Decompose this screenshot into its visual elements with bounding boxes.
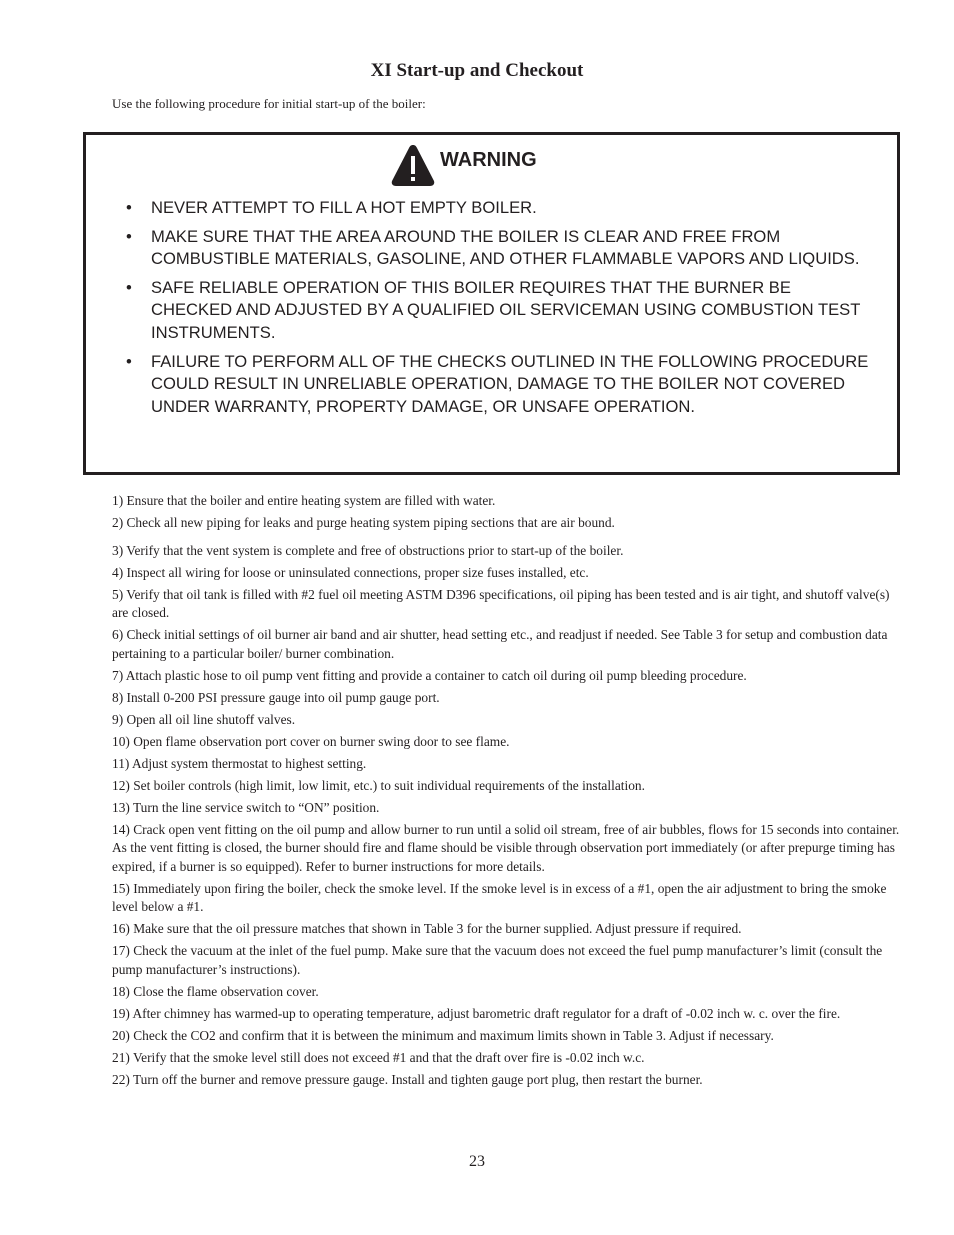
- procedure-step: 3) Verify that the vent system is complete and free of obstructions prior to start-up of the boiler.: [112, 542, 624, 558]
- intro-text: Use the following procedure for initial start-up of the boiler:: [112, 96, 426, 111]
- procedure-step: 12) Set boiler controls (high limit, low limit, etc.) to suit individual requirements of the installation.: [112, 777, 645, 793]
- procedure-step: 11) Adjust system thermostat to highest setting.: [112, 755, 367, 771]
- warning-triangle-icon: [391, 144, 435, 186]
- procedure-step: 16) Make sure that the oil pressure matches that shown in Table 3 for the burner supplied. Adjust pressure if required.: [112, 921, 742, 936]
- bullet: •: [126, 226, 132, 246]
- warning-item: [126, 197, 871, 220]
- procedure-step: 10) Open flame observation port cover on burner swing door to see flame.: [112, 733, 510, 749]
- procedure-step: 8) Install 0-200 PSI pressure gauge into oil pump gauge port.: [112, 689, 440, 705]
- warning-item-text: NEVER ATTEMPT TO FILL A HOT EMPTY BOILER.: [151, 198, 537, 217]
- procedure-step: 17) Check the vacuum at the inlet of the fuel pump. Make sure that the vacuum does not exceed the fuel pump manufacturer’s limit (consult the pump manufacturer’s instructions).: [112, 943, 883, 977]
- procedure-step: 7) Attach plastic hose to oil pump vent fitting and provide a container to catch oil during oil pump bleeding procedure.: [112, 667, 747, 683]
- warning-header: [391, 143, 537, 187]
- procedure-step: 20) Check the CO2 and confirm that it is between the minimum and maximum limits shown in Table 3. Adjust if necessary.: [112, 1027, 774, 1043]
- procedure-step: 1) Ensure that the boiler and entire heating system are filled with water.: [112, 493, 496, 508]
- procedure-step: 5) Verify that oil tank is filled with #2 fuel oil meeting ASTM D396 specifications, oil piping has been tested and is air tight, and shutoff valve(s) are closed.: [112, 586, 890, 620]
- warning-item: [126, 277, 871, 345]
- procedure-step: 18) Close the flame observation cover.: [112, 983, 319, 999]
- warning-item: [126, 226, 871, 271]
- procedure-step: 4) Inspect all wiring for loose or uninsulated connections, proper size fuses installed, etc.: [112, 564, 589, 580]
- warning-box: [83, 132, 900, 475]
- procedure-step: 2) Check all new piping for leaks and purge heating system piping sections that are air bound.: [112, 515, 615, 530]
- procedure-step: 21) Verify that the smoke level still does not exceed #1 and that the draft over fire is -0.02 inch w.c.: [112, 1049, 645, 1065]
- procedure-step: 9) Open all oil line shutoff valves.: [112, 711, 296, 727]
- warning-item-text: SAFE RELIABLE OPERATION OF THIS BOILER REQUIRES THAT THE BURNER BE CHECKED AND ADJUSTED BY A QUALIFIED OIL SERVICEMAN USING COMBUSTION TEST INSTRUMENTS.: [151, 277, 861, 342]
- procedure-step: 6) Check initial settings of oil burner air band and air shutter, head setting etc., and readjust if needed. See Table 3 for setup and combustion data pertaining to a particular boiler/ burner combination.: [112, 627, 888, 661]
- procedure-step: 22) Turn off the burner and remove pressure gauge. Install and tighten gauge port plug, then restart the burner.: [112, 1071, 703, 1087]
- warning-item-text: FAILURE TO PERFORM ALL OF THE CHECKS OUTLINED IN THE FOLLOWING PROCEDURE COULD RESULT IN UNRELIABLE OPERATION, DAMAGE TO THE BOILER NOT COVERED UNDER WARRANTY, PROPERTY DAMAGE, OR UNSAFE OPERATION.: [151, 351, 869, 416]
- procedure-step: 19) After chimney has warmed-up to operating temperature, adjust barometric draft regulator for a draft of -0.02 inch w. c. over the fire.: [112, 1005, 841, 1021]
- procedure-step: 15) Immediately upon firing the boiler, check the smoke level. If the smoke level is in excess of a #1, open the air adjustment to bring the smoke level below a #1.: [112, 880, 887, 914]
- procedure-step: 13) Turn the line service switch to “ON” position.: [112, 799, 380, 815]
- warning-item: [126, 351, 871, 419]
- bullet: •: [126, 198, 132, 217]
- warning-list: [126, 197, 871, 424]
- procedure-steps: [112, 492, 904, 1093]
- warning-heading: WARNING: [440, 148, 537, 171]
- procedure-step: 14) Crack open vent fitting on the oil pump and allow burner to run until a solid oil stream, free of air bubbles, flows for 15 seconds into container. As the vent fitting is closed, the burner should fire and flame should be visible through observation port immediately (or after prepurge timing has expired, if a burner is so equipped). Refer to burner instructions for more details.: [112, 821, 900, 874]
- bullet: •: [126, 277, 132, 297]
- section-title: XI Start-up and Checkout: [370, 60, 584, 81]
- bullet: •: [126, 351, 132, 371]
- warning-item-text: MAKE SURE THAT THE AREA AROUND THE BOILER IS CLEAR AND FREE FROM COMBUSTIBLE MATERIALS, GASOLINE, AND OTHER FLAMMABLE VAPORS AND LIQUIDS.: [151, 226, 860, 269]
- page-number: 23: [469, 1153, 485, 1170]
